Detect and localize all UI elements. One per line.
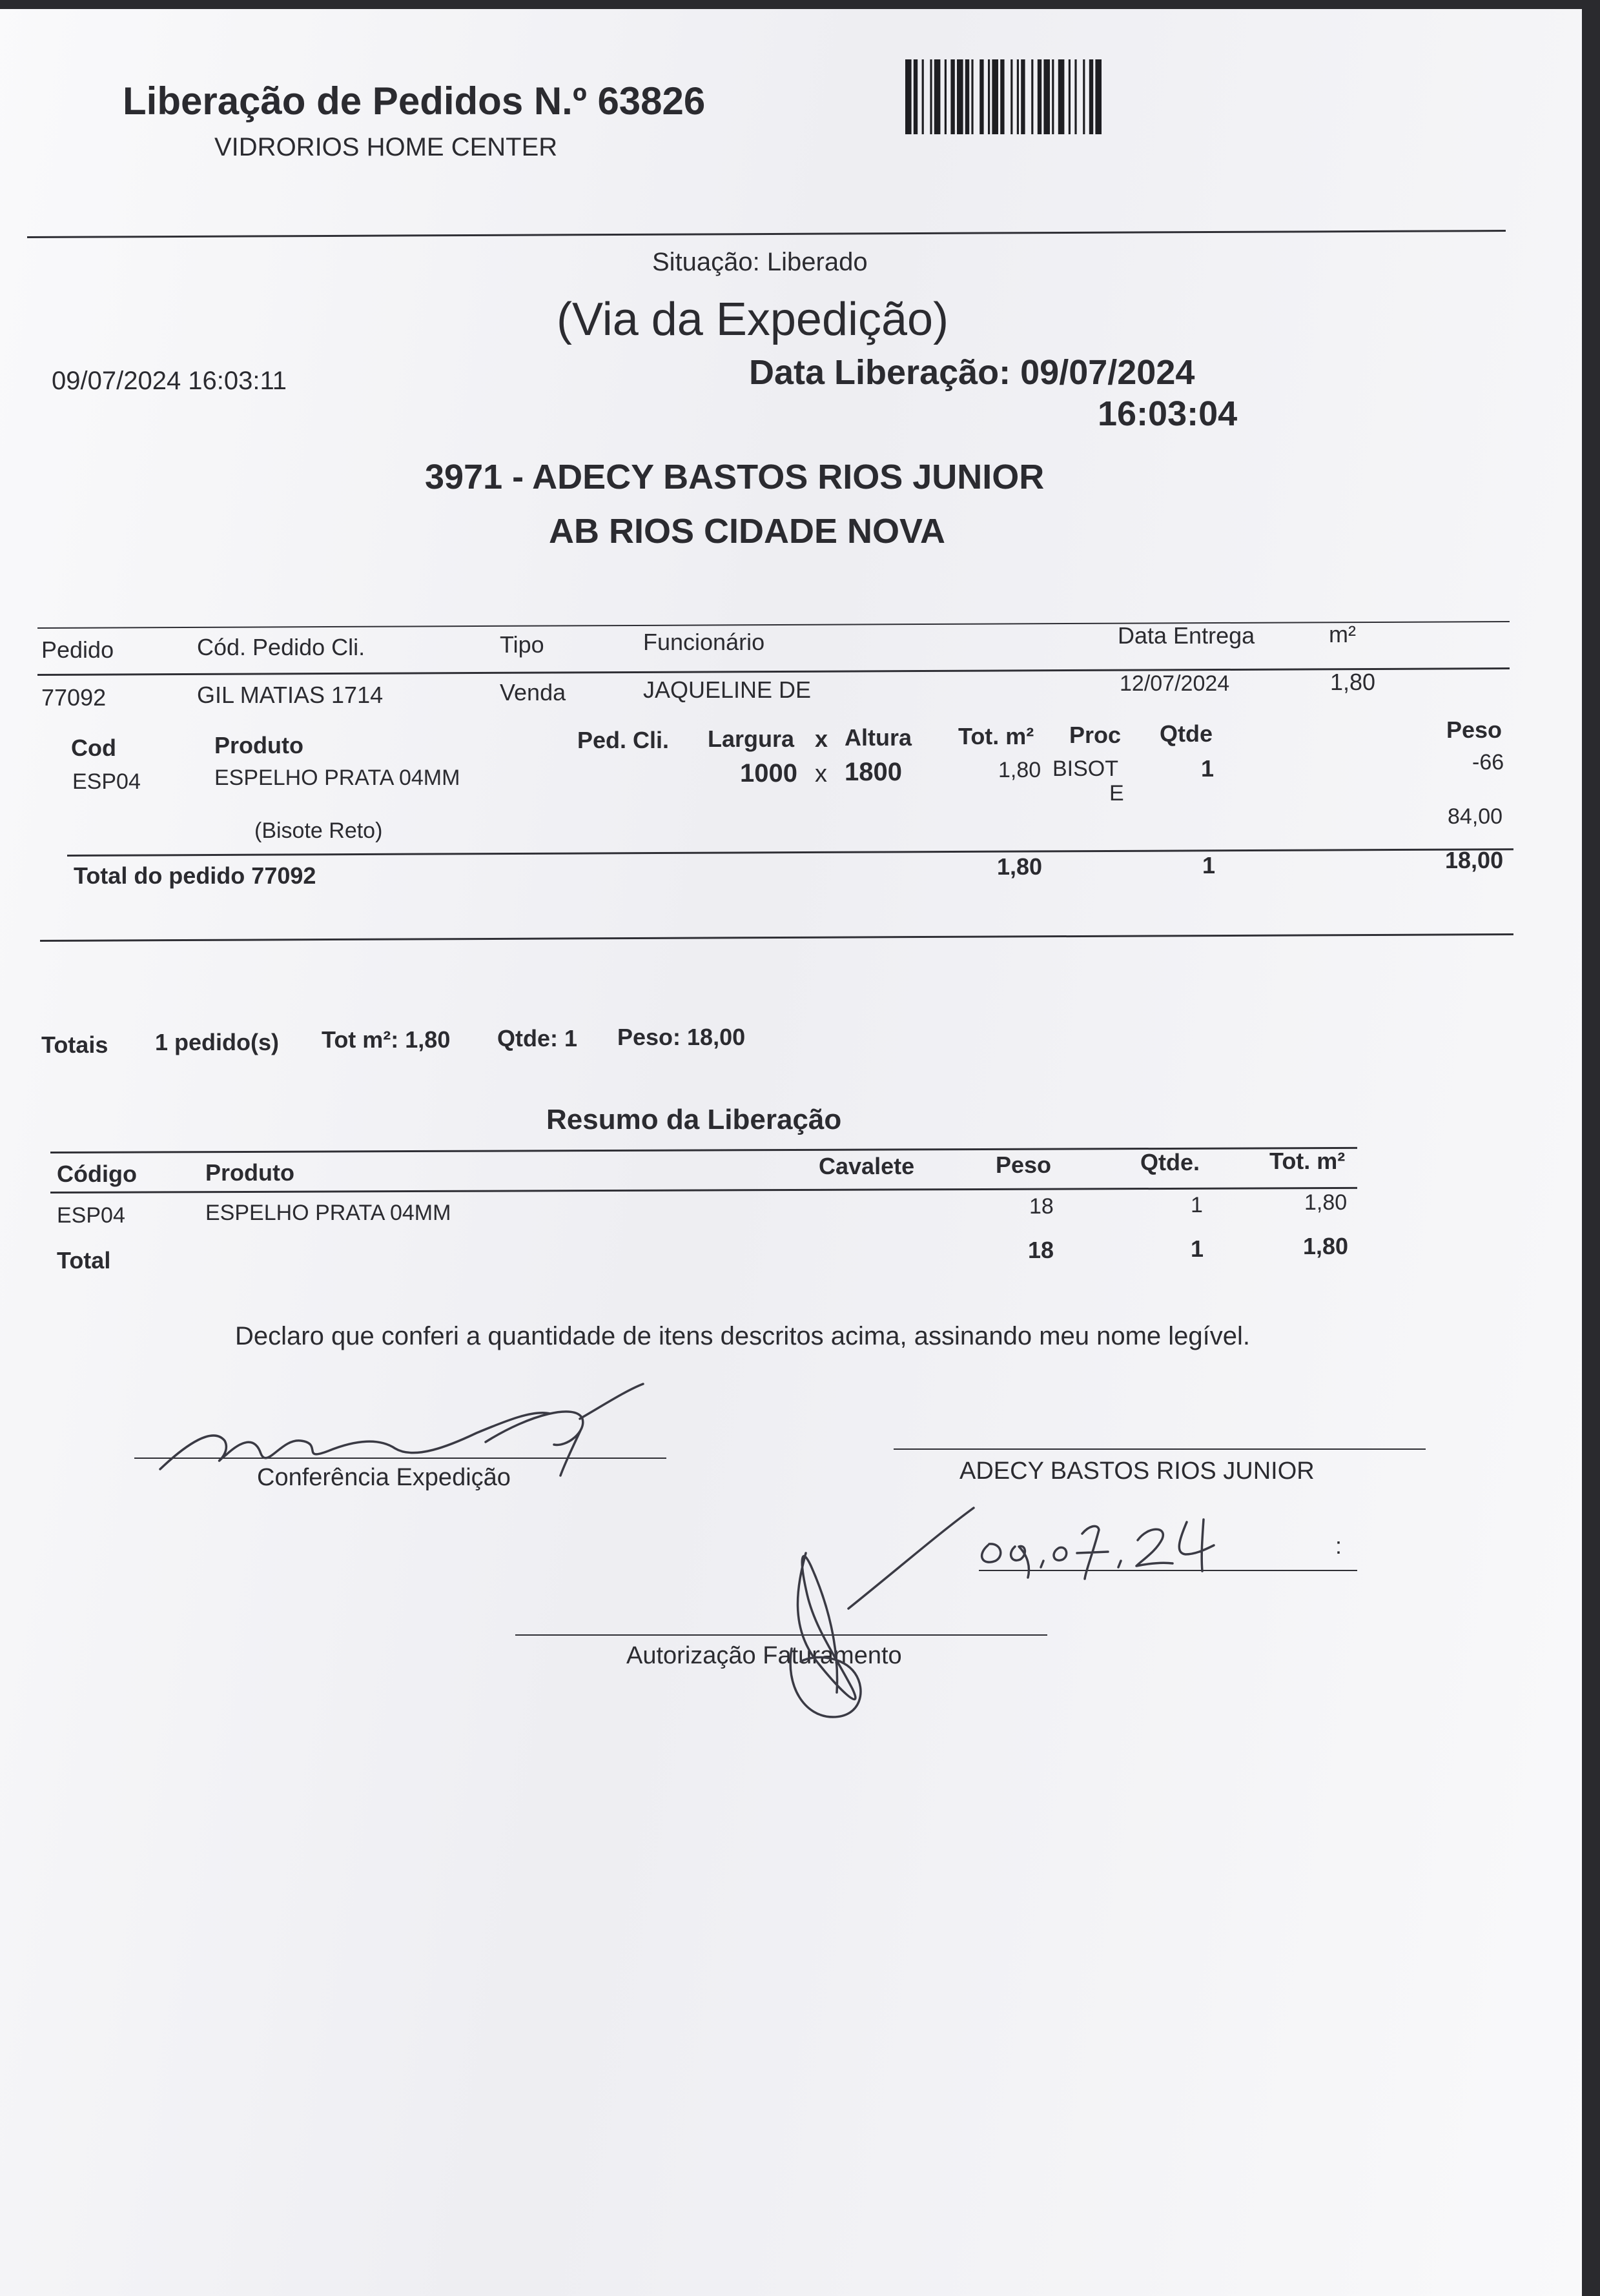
order-funcionario-value: JAQUELINE DE — [643, 676, 812, 703]
summary-header-produto: Produto — [205, 1159, 294, 1186]
summary-title: Resumo da Liberação — [546, 1104, 842, 1135]
document-page — [0, 9, 1582, 2296]
order-data-entrega-value: 12/07/2024 — [1120, 671, 1230, 696]
summary-header-qtde: Qtde. — [1140, 1149, 1200, 1175]
item-qtde-value: 1 — [1201, 755, 1215, 782]
item-proc-value-line2: E — [1109, 781, 1124, 806]
document-title: Liberação de Pedidos N.º 63826 — [123, 79, 706, 123]
item-proc-value-line1: BISOT — [1052, 757, 1119, 781]
summary-total-qtde: 1 — [1191, 1235, 1204, 1262]
summary-peso-value: 18 — [1029, 1194, 1054, 1219]
release-date: Data Liberação: 09/07/2024 — [749, 353, 1195, 392]
item-header-x: x — [815, 726, 828, 752]
via-title: (Via da Expedição) — [557, 294, 949, 345]
item-altura-value: 1800 — [845, 758, 902, 786]
item-header-cod: Cod — [71, 735, 116, 761]
summary-produto-value: ESPELHO PRATA 04MM — [205, 1201, 451, 1225]
item-largura-value: 1000 — [740, 759, 797, 787]
customer-name-label: ADECY BASTOS RIOS JUNIOR — [959, 1458, 1315, 1485]
item-tot-m2-value: 1,80 — [998, 758, 1041, 782]
summary-qtde-value: 1 — [1191, 1193, 1203, 1217]
time-blank: : — [1335, 1532, 1342, 1559]
item-note: (Bisote Reto) — [254, 818, 383, 843]
order-total-m2: 1,80 — [997, 853, 1043, 880]
item-header-ped-cli: Ped. Cli. — [577, 727, 670, 753]
item-header-proc: Proc — [1069, 722, 1122, 748]
conferencia-signature — [160, 1384, 643, 1476]
col-header-cod-pedido-cli: Cód. Pedido Cli. — [197, 634, 365, 660]
item-header-altura: Altura — [845, 724, 912, 751]
item-peso-value-line1: -66 — [1472, 750, 1504, 775]
release-time: 16:03:04 — [1098, 394, 1238, 433]
autorizacao-signature — [790, 1508, 974, 1717]
declaration-text: Declaro que conferi a quantidade de itens descritos acima, assinando meu nome legível. — [235, 1322, 1251, 1350]
item-x-value: x — [815, 760, 827, 787]
order-pedido-value: 77092 — [41, 684, 107, 711]
autorizacao-label: Autorização Faturamento — [626, 1642, 902, 1669]
order-m2-value: 1,80 — [1330, 669, 1376, 695]
item-header-tot-m2: Tot. m² — [958, 723, 1034, 749]
customer-store-name: AB RIOS CIDADE NOVA — [549, 512, 946, 551]
item-header-qtde: Qtde — [1160, 720, 1213, 747]
item-produto-value: ESPELHO PRATA 04MM — [214, 766, 460, 790]
handwritten-date — [982, 1519, 1214, 1579]
print-timestamp: 09/07/2024 16:03:11 — [52, 367, 287, 395]
item-header-largura: Largura — [708, 726, 795, 752]
item-header-produto: Produto — [214, 732, 303, 758]
totals-label: Totais — [41, 1031, 108, 1058]
order-cod-pedido-cli-value: GIL MATIAS 1714 — [197, 682, 384, 708]
customer-code-name: 3971 - ADECY BASTOS RIOS JUNIOR — [425, 458, 1045, 496]
summary-total-label: Total — [57, 1247, 111, 1274]
summary-header-tot-m2: Tot. m² — [1269, 1148, 1346, 1174]
status-text: Situação: Liberado — [652, 248, 868, 276]
item-cod-value: ESP04 — [72, 769, 141, 794]
summary-codigo-value: ESP04 — [57, 1203, 125, 1228]
summary-total-peso: 18 — [1028, 1237, 1054, 1263]
conferencia-label: Conferência Expedição — [257, 1464, 511, 1491]
col-header-pedido: Pedido — [41, 636, 114, 663]
order-total-peso: 18,00 — [1445, 847, 1504, 873]
summary-tot-m2-value: 1,80 — [1304, 1190, 1348, 1215]
col-header-m2: m² — [1329, 621, 1356, 647]
summary-header-peso: Peso — [996, 1152, 1052, 1178]
order-tipo-value: Venda — [500, 679, 566, 706]
totals-peso: Peso: 18,00 — [617, 1024, 746, 1050]
col-header-funcionario: Funcionário — [643, 629, 765, 655]
totals-qtde: Qtde: 1 — [497, 1025, 578, 1051]
col-header-data-entrega: Data Entrega — [1118, 622, 1255, 649]
totals-pedidos: 1 pedido(s) — [155, 1029, 280, 1055]
summary-header-codigo: Código — [57, 1161, 137, 1187]
order-total-label: Total do pedido 77092 — [74, 862, 316, 889]
col-header-tipo: Tipo — [500, 631, 544, 658]
handwriting-layer — [0, 9, 1582, 1816]
totals-tot-m2: Tot m²: 1,80 — [322, 1026, 451, 1053]
summary-total-tot-m2: 1,80 — [1303, 1233, 1349, 1259]
item-header-peso: Peso — [1446, 716, 1503, 743]
company-name: VIDRORIOS HOME CENTER — [214, 133, 558, 161]
item-peso-value-line2: 84,00 — [1448, 804, 1503, 829]
order-total-qtde: 1 — [1202, 852, 1216, 879]
summary-header-cavalete: Cavalete — [819, 1153, 915, 1179]
